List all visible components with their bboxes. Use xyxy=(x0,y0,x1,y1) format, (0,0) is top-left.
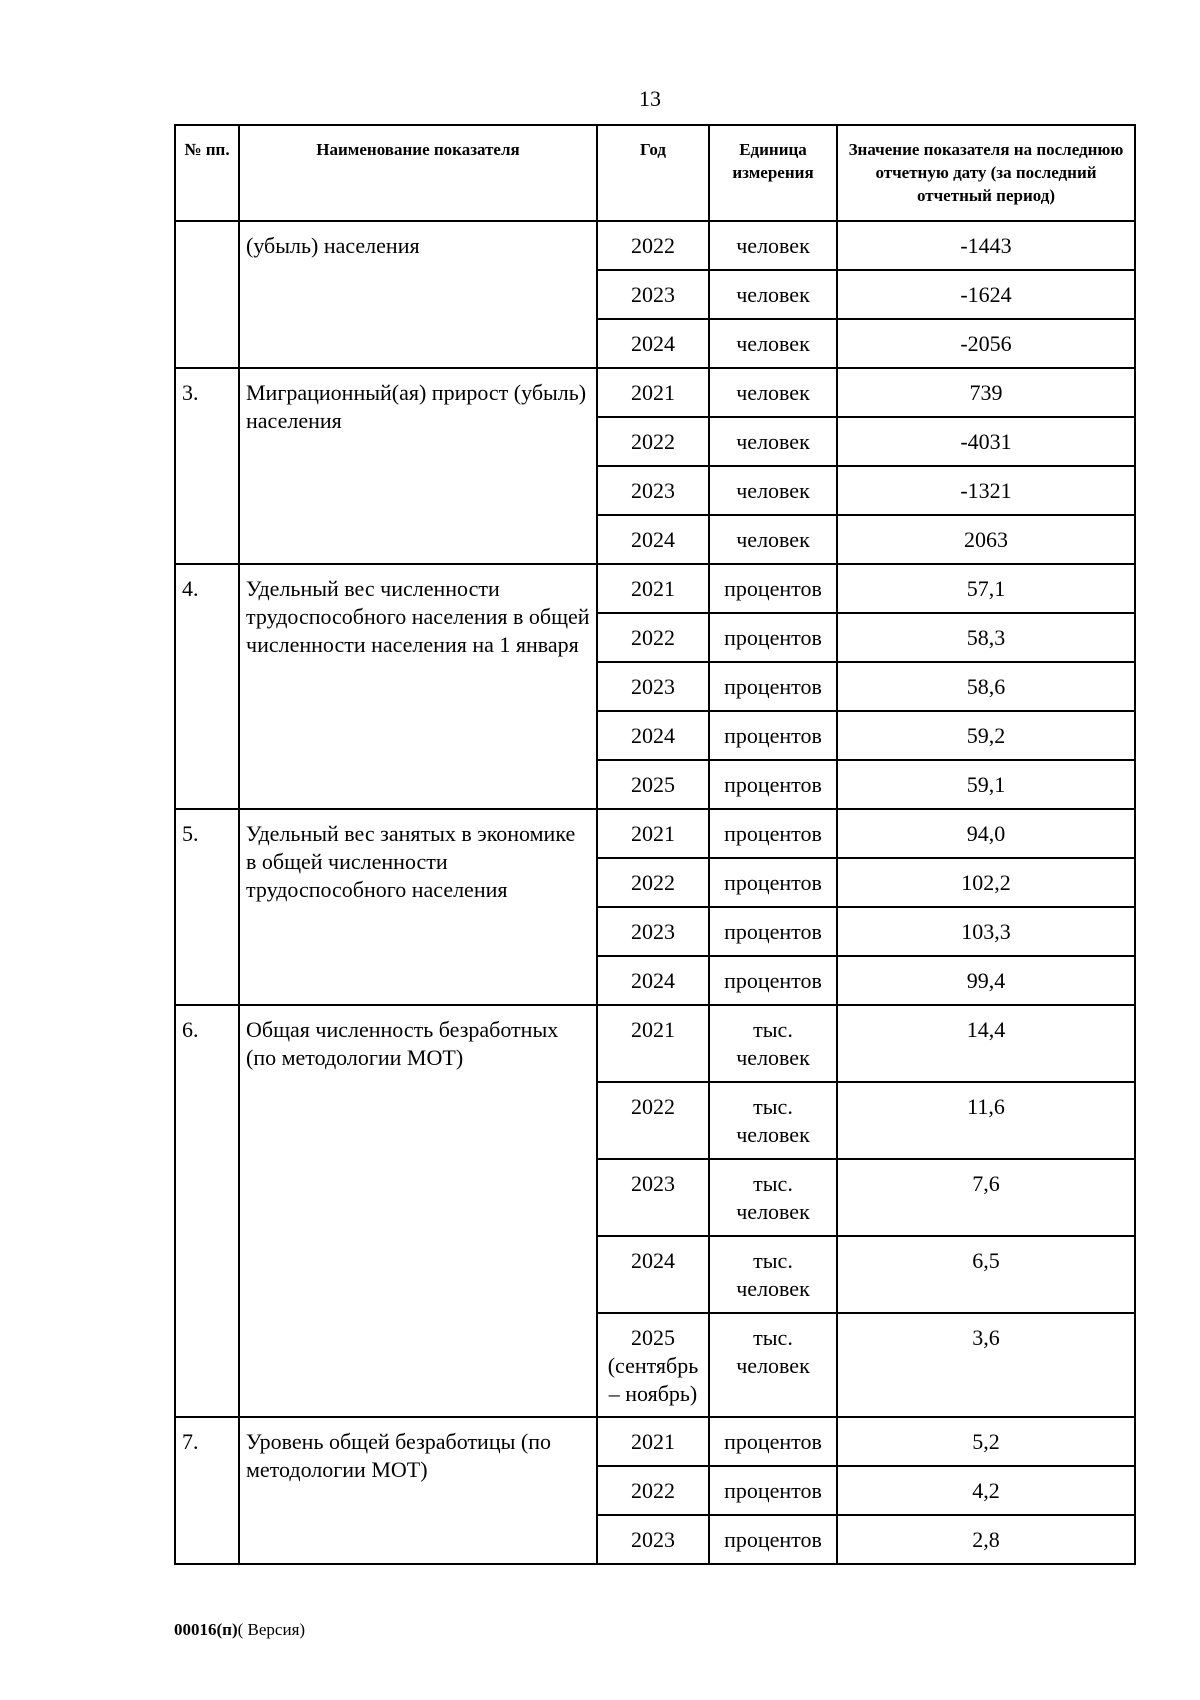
indicators-table xyxy=(174,124,1136,1565)
value-cell: 59,2 xyxy=(837,711,1135,760)
year-cell: 2024 xyxy=(597,319,709,368)
year-cell: 2022 xyxy=(597,858,709,907)
value-cell: -4031 xyxy=(837,417,1135,466)
document-code: 00016(п) xyxy=(174,1620,238,1639)
page-number: 13 xyxy=(639,86,661,111)
header-name: Наименование показателя xyxy=(239,125,597,221)
value-cell: 58,3 xyxy=(837,613,1135,662)
year-cell: 2024 xyxy=(597,515,709,564)
table-row xyxy=(175,809,1135,858)
value-cell: 739 xyxy=(837,368,1135,417)
value-cell: -1624 xyxy=(837,270,1135,319)
year-cell: 2021 xyxy=(597,1417,709,1466)
table-row xyxy=(175,221,1135,270)
value-cell: 99,4 xyxy=(837,956,1135,1005)
year-cell: 2023 xyxy=(597,1515,709,1564)
year-cell: 2022 xyxy=(597,221,709,270)
value-cell: 59,1 xyxy=(837,760,1135,809)
year-cell: 2023 xyxy=(597,662,709,711)
indicator-name: Общая численность безработных (по методологии МОТ) xyxy=(239,1005,597,1417)
indicator-number: 5. xyxy=(175,809,239,1005)
indicator-number xyxy=(175,221,239,368)
indicator-name: (убыль) населения xyxy=(239,221,597,368)
value-cell: 103,3 xyxy=(837,907,1135,956)
value-cell: 102,2 xyxy=(837,858,1135,907)
unit-cell: человек xyxy=(709,515,837,564)
unit-cell: человек xyxy=(709,368,837,417)
unit-cell: тыс. человек xyxy=(709,1313,837,1417)
year-cell: 2022 xyxy=(597,1466,709,1515)
value-cell: -2056 xyxy=(837,319,1135,368)
year-cell: 2022 xyxy=(597,417,709,466)
header-value: Значение показателя на последнюю отчетную дату (за последний отчетный период) xyxy=(837,125,1135,221)
year-cell: 2025 xyxy=(597,760,709,809)
value-cell: 94,0 xyxy=(837,809,1135,858)
unit-cell: процентов xyxy=(709,809,837,858)
value-cell: 2,8 xyxy=(837,1515,1135,1564)
unit-cell: тыс. человек xyxy=(709,1236,837,1313)
footer-code xyxy=(174,1620,305,1640)
indicator-number: 7. xyxy=(175,1417,239,1564)
year-cell: 2023 xyxy=(597,1159,709,1236)
header-unit: Единица измерения xyxy=(709,125,837,221)
unit-cell: процентов xyxy=(709,564,837,613)
indicator-number: 6. xyxy=(175,1005,239,1417)
year-cell: 2022 xyxy=(597,613,709,662)
value-cell: 58,6 xyxy=(837,662,1135,711)
value-cell: 5,2 xyxy=(837,1417,1135,1466)
value-cell: -1443 xyxy=(837,221,1135,270)
year-cell: 2023 xyxy=(597,907,709,956)
unit-cell: процентов xyxy=(709,662,837,711)
indicator-name: Удельный вес численности трудоспособного населения в общей численности населения на 1 января xyxy=(239,564,597,809)
year-cell: 2021 xyxy=(597,564,709,613)
header-num: № пп. xyxy=(175,125,239,221)
document-version: ( Версия) xyxy=(237,1620,306,1639)
year-cell: 2023 xyxy=(597,270,709,319)
unit-cell: процентов xyxy=(709,1515,837,1564)
indicator-name: Уровень общей безработицы (по методологии МОТ) xyxy=(239,1417,597,1564)
unit-cell: процентов xyxy=(709,613,837,662)
table-row xyxy=(175,1417,1135,1466)
year-cell: 2023 xyxy=(597,466,709,515)
unit-cell: процентов xyxy=(709,1466,837,1515)
year-cell: 2022 xyxy=(597,1082,709,1159)
value-cell: 6,5 xyxy=(837,1236,1135,1313)
unit-cell: человек xyxy=(709,466,837,515)
unit-cell: процентов xyxy=(709,956,837,1005)
unit-cell: процентов xyxy=(709,711,837,760)
table-row xyxy=(175,368,1135,417)
year-cell: 2021 xyxy=(597,1005,709,1082)
value-cell: 2063 xyxy=(837,515,1135,564)
value-cell: 57,1 xyxy=(837,564,1135,613)
table-row xyxy=(175,564,1135,613)
value-cell: 7,6 xyxy=(837,1159,1135,1236)
unit-cell: человек xyxy=(709,221,837,270)
value-cell: 14,4 xyxy=(837,1005,1135,1082)
indicator-name: Удельный вес занятых в экономике в общей численности трудоспособного населения xyxy=(239,809,597,1005)
indicator-number: 4. xyxy=(175,564,239,809)
year-cell: 2025 (сентябрь – ноябрь) xyxy=(597,1313,709,1417)
indicator-name: Миграционный(ая) прирост (убыль) населения xyxy=(239,368,597,564)
year-cell: 2021 xyxy=(597,368,709,417)
value-cell: 11,6 xyxy=(837,1082,1135,1159)
value-cell: 3,6 xyxy=(837,1313,1135,1417)
table-body xyxy=(175,221,1135,1564)
unit-cell: человек xyxy=(709,270,837,319)
unit-cell: тыс. человек xyxy=(709,1005,837,1082)
unit-cell: процентов xyxy=(709,858,837,907)
header-year: Год xyxy=(597,125,709,221)
year-cell: 2024 xyxy=(597,956,709,1005)
unit-cell: процентов xyxy=(709,760,837,809)
value-cell: 4,2 xyxy=(837,1466,1135,1515)
indicator-number: 3. xyxy=(175,368,239,564)
unit-cell: процентов xyxy=(709,907,837,956)
header-row xyxy=(175,125,1135,221)
year-cell: 2024 xyxy=(597,711,709,760)
year-cell: 2021 xyxy=(597,809,709,858)
value-cell: -1321 xyxy=(837,466,1135,515)
unit-cell: процентов xyxy=(709,1417,837,1466)
unit-cell: тыс. человек xyxy=(709,1082,837,1159)
year-cell: 2024 xyxy=(597,1236,709,1313)
table-row xyxy=(175,1005,1135,1082)
unit-cell: человек xyxy=(709,417,837,466)
unit-cell: человек xyxy=(709,319,837,368)
unit-cell: тыс. человек xyxy=(709,1159,837,1236)
